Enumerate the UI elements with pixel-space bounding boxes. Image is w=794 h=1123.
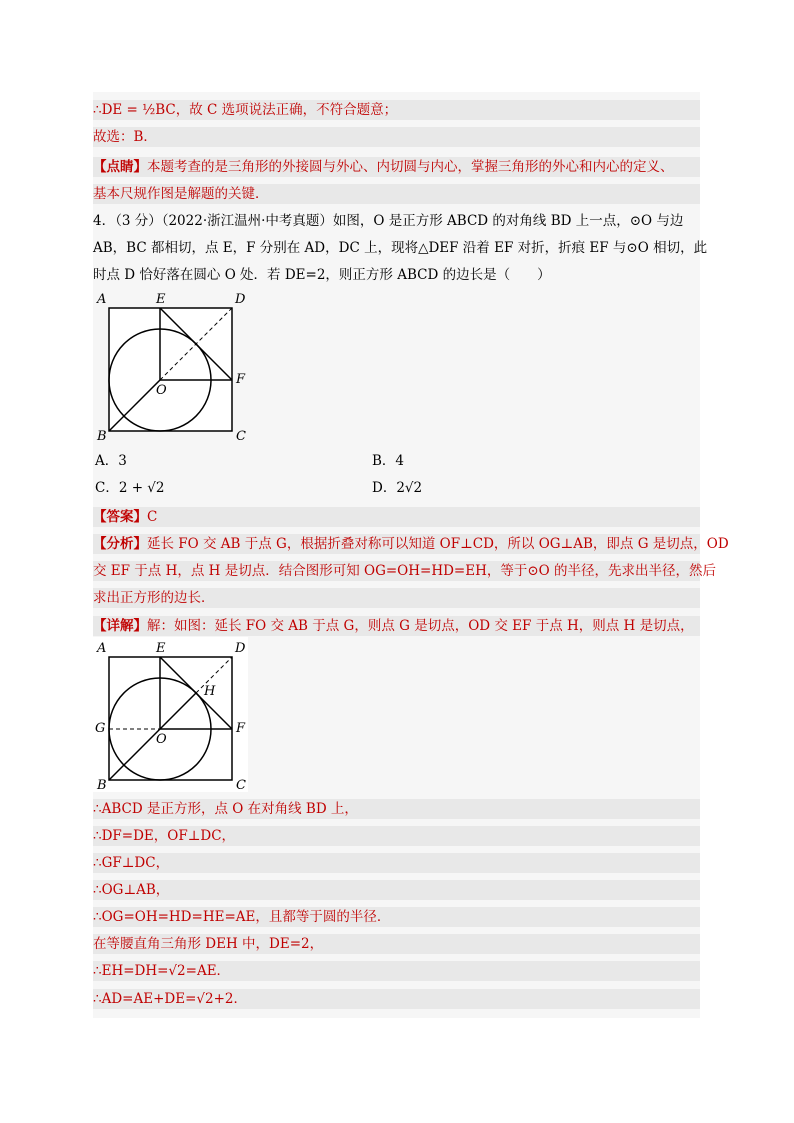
- fig2-label-o: O: [156, 732, 167, 747]
- tag-detail: 【详解】: [93, 618, 147, 634]
- fig2-label-c: C: [236, 778, 246, 793]
- step-8: ∴AD=AE+DE=√2+2．: [93, 989, 700, 1009]
- dianjing-text: 本题考查的是三角形的外接圆与外心、内切圆与内心，掌握三角形的外心和内心的定义、: [147, 159, 674, 175]
- question-line-1: 4．（3 分）（2022·浙江温州·中考真题）如图，O 是正方形 ABCD 的对角线 BD 上一点，⊙O 与边: [93, 213, 684, 229]
- option-d[interactable]: D．2√2: [372, 480, 423, 496]
- fig2-label-e: E: [156, 641, 166, 656]
- option-c[interactable]: C．2 + √2: [95, 480, 165, 496]
- fig2-label-f: F: [236, 721, 246, 736]
- line-dianjing: [93, 157, 700, 177]
- step-6: 在等腰直角三角形 DEH 中，DE=2，: [93, 934, 700, 954]
- step-1: ∴ABCD 是正方形，点 O 在对角线 BD 上，: [93, 799, 700, 819]
- question-line-3: 时点 D 恰好落在圆心 O 处．若 DE=2，则正方形 ABCD 的边长是（ ）: [93, 267, 551, 283]
- line-analysis-3: 求出正方形的边长．: [93, 588, 700, 608]
- fig1-label-o: O: [156, 383, 167, 398]
- tag-dianjing: 【点睛】: [93, 159, 147, 175]
- line-analysis-1: [93, 534, 729, 554]
- analysis-text-1: 延长 FO 交 AB 于点 G，根据折叠对称可以知道 OF⊥CD，所以 OG⊥AB，即点 G 是切点，OD: [147, 536, 729, 552]
- step-5: ∴OG=OH=HD=HE=AE，且都等于圆的半径．: [93, 907, 700, 927]
- figure-2: [93, 637, 253, 797]
- fig1-label-d: D: [235, 292, 246, 307]
- step-2: ∴DF=DE，OF⊥DC，: [93, 826, 700, 846]
- option-b[interactable]: B．4: [372, 453, 405, 469]
- fig2-label-b: B: [97, 778, 107, 793]
- line-answer: [93, 507, 700, 527]
- fig1-label-c: C: [236, 429, 246, 444]
- line-choose-b: 故选：B．: [93, 127, 700, 147]
- fig1-label-a: A: [97, 292, 107, 307]
- line-dianjing-cont: 基本尺规作图是解题的关键．: [93, 184, 700, 204]
- detail-text: 解：如图：延长 FO 交 AB 于点 G，则点 G 是切点，OD 交 EF 于点 H，则点 H 是切点，: [147, 618, 694, 634]
- fig2-label-g: G: [95, 721, 106, 736]
- fig1-label-b: B: [97, 429, 107, 444]
- answer-value: C: [147, 509, 158, 525]
- question-line-2: AB，BC 都相切，点 E，F 分别在 AD，DC 上，现将△DEF 沿着 EF 对折，折痕 EF 与⊙O 相切，此: [93, 240, 708, 256]
- fig2-label-h: H: [204, 684, 216, 699]
- figure-1: [93, 288, 253, 448]
- tag-answer: 【答案】: [93, 509, 147, 525]
- step-7: ∴EH=DH=√2=AE．: [93, 961, 700, 981]
- step-3: ∴GF⊥DC，: [93, 853, 700, 873]
- tag-analysis: 【分析】: [93, 536, 147, 552]
- line-detail: [93, 616, 700, 636]
- line-de-half-bc: ∴DE = ½BC，故 C 选项说法正确，不符合题意；: [93, 100, 700, 120]
- fig1-label-e: E: [156, 292, 166, 307]
- fig2-label-a: A: [97, 641, 107, 656]
- fig1-label-f: F: [236, 372, 246, 387]
- step-4: ∴OG⊥AB，: [93, 880, 700, 900]
- line-analysis-2: 交 EF 于点 H，点 H 是切点．结合图形可知 OG=OH=HD=EH，等于⊙O 的半径，先求出半径，然后: [93, 563, 717, 579]
- fig2-label-d: D: [235, 641, 246, 656]
- option-a[interactable]: A．3: [95, 453, 127, 469]
